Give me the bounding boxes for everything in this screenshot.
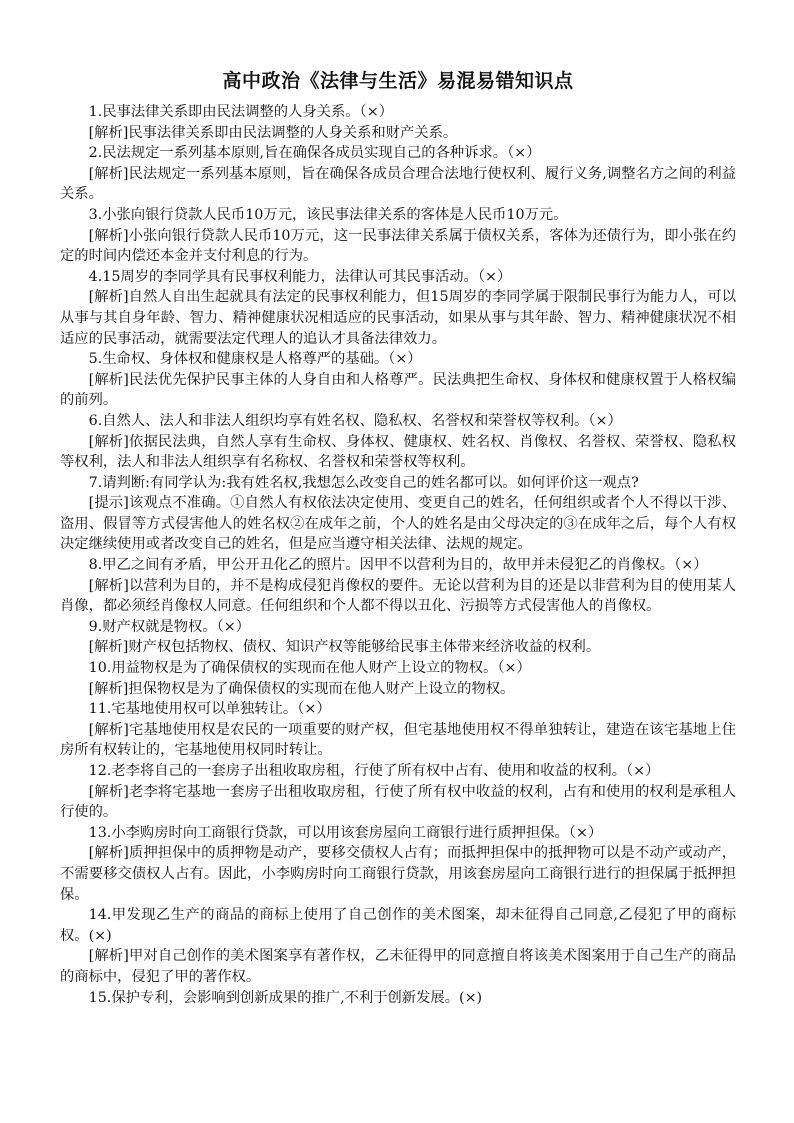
document-page <box>60 66 736 1008</box>
paragraph: 6.自然人、法人和非法人组织均享有姓名权、隐私权、名誉权和荣誉权等权利。（×） <box>88 412 622 429</box>
paragraph: 3.小张向银行贷款人民币10万元，该民事法律关系的客体是人民币10万元。 <box>88 206 568 223</box>
paragraph: 1.民事法律关系即由民法调整的人身关系。（×） <box>88 104 393 120</box>
paragraph: 9.财产权就是物权。（×） <box>88 618 251 635</box>
paragraph: 5.生命权、身体权和健康权是人格尊严的基础。（×） <box>88 351 422 368</box>
paragraph: [解析]以营利为目的，并不是构成侵犯肖像权的要件。无论以营利为目的还是以非营利为目的使用某人肖像，都必须经肖像权人同意。任何组织和个人都不得以丑化、污损等方式侵害他人的肖像权。 <box>60 577 736 615</box>
page-title: 高中政治《法律与生活》易混易错知识点 <box>222 70 574 92</box>
paragraph: [解析]甲对自己创作的美术图案享有著作权，乙未征得甲的同意擅自将该美术图案用于自己生产的商品的商标中，侵犯了甲的著作权。 <box>60 948 736 985</box>
paragraph: [解析]自然人自出生起就具有法定的民事权利能力，但15周岁的李同学属于限制民事行为能力人，可以从事与其自身年龄、智力、精神健康状况相适应的民事活动，如果从事与其年龄、智力、精神健康状况不相适应的民事活动，就需要法定代理人的追认才具备法律效力。 <box>60 289 736 347</box>
paragraph: 12.老李将自己的一套房子出租收取房租，行使了所有权中占有、使用和收益的权利。（×） <box>88 763 660 779</box>
paragraph: 7.请判断:有同学认为:我有姓名权,我想怎么改变自己的姓名都可以。如何评价这一观点? <box>88 474 639 491</box>
paragraph: [解析]担保物权是为了确保债权的实现而在他人财产上设立的物权。 <box>88 680 515 697</box>
paragraph: [解析]宅基地使用权是农民的一项重要的财产权，但宅基地使用权不得单独转让，建造在该宅基地上住房所有权转让的，宅基地使用权同时转让。 <box>60 721 736 759</box>
paragraph: [解析]质押担保中的质押物是动产，要移交债权人占有；而抵押担保中的抵押物可以是不动产或动产，不需要移交债权人占有。因此，小李购房时向工商银行贷款，用该套房屋向工商银行进行的担保属于抵押担保。 <box>60 845 736 903</box>
paragraph: [解析]民法优先保护民事主体的人身自由和人格尊严。民法典把生命权、身体权和健康权置于人格权编的前列。 <box>60 371 736 409</box>
paragraph: [解析]民事法律关系即由民法调整的人身关系和财产关系。 <box>88 124 458 141</box>
paragraph: [提示]该观点不准确。①自然人有权依法决定使用、变更自己的姓名，任何组织或者个人不得以干涉、盗用、假冒等方式侵害他人的姓名权②在成年之前，个人的姓名是由父母决定的③在成年之后，每个人有权决定继续使用或者改变自己的姓名，但是应当遵守相关法律、法规的规定。 <box>60 495 736 553</box>
paragraph: 15.保护专利，会影响到创新成果的推广,不利于创新发展。(×) <box>88 989 483 1006</box>
paragraph: [解析]民法规定一系列基本原则，旨在确保各成员合理合法地行使权利、履行义务,调整名方之间的利益关系。 <box>60 165 736 203</box>
paragraph: [解析]依据民法典，自然人享有生命权、身体权、健康权、姓名权、肖像权、名誉权、荣誉权、隐私权等权利，法人和非法人组织享有名称权、名誉权和荣誉权等权利。 <box>60 433 736 471</box>
paragraph: 2.民法规定一系列基本原则,旨在确保各成员实现自己的各种诉求。（×） <box>88 145 541 162</box>
paragraph: [解析]财产权包括物权、债权、知识产权等能够给民事主体带来经济收益的权利。 <box>88 639 601 656</box>
document-body <box>60 102 736 1008</box>
paragraph: 8.甲乙之间有矛盾，甲公开丑化乙的照片。因甲不以营利为目的，故甲并未侵犯乙的肖像权。（×） <box>88 557 708 574</box>
paragraph: 14.甲发现乙生产的商品的商标上使用了自己创作的美术图案，却未征得自己同意,乙侵犯了甲的商标权。(×) <box>60 907 736 944</box>
paragraph: [解析]老李将宅基地一套房子出租收取房租，行使了所有权中收益的权利，占有和使用的权利是承租人行使的。 <box>60 783 736 821</box>
paragraph: 10.用益物权是为了确保债权的实现而在他人财产上设立的物权。（×） <box>88 660 531 677</box>
paragraph: 11.宅基地使用权可以单独转让。（×） <box>88 701 331 718</box>
paragraph: 4.15周岁的李同学具有民事权利能力，法律认可其民事活动。（×） <box>88 268 512 285</box>
paragraph: [解析]小张向银行贷款人民币10万元，这一民事法律关系属于债权关系，客体为还债行为，即小张在约定的时间内偿还本金并支付利息的行为。 <box>60 227 736 265</box>
paragraph: 13.小李购房时向工商银行贷款，可以用该套房屋向工商银行进行质押担保。（×） <box>88 824 603 841</box>
